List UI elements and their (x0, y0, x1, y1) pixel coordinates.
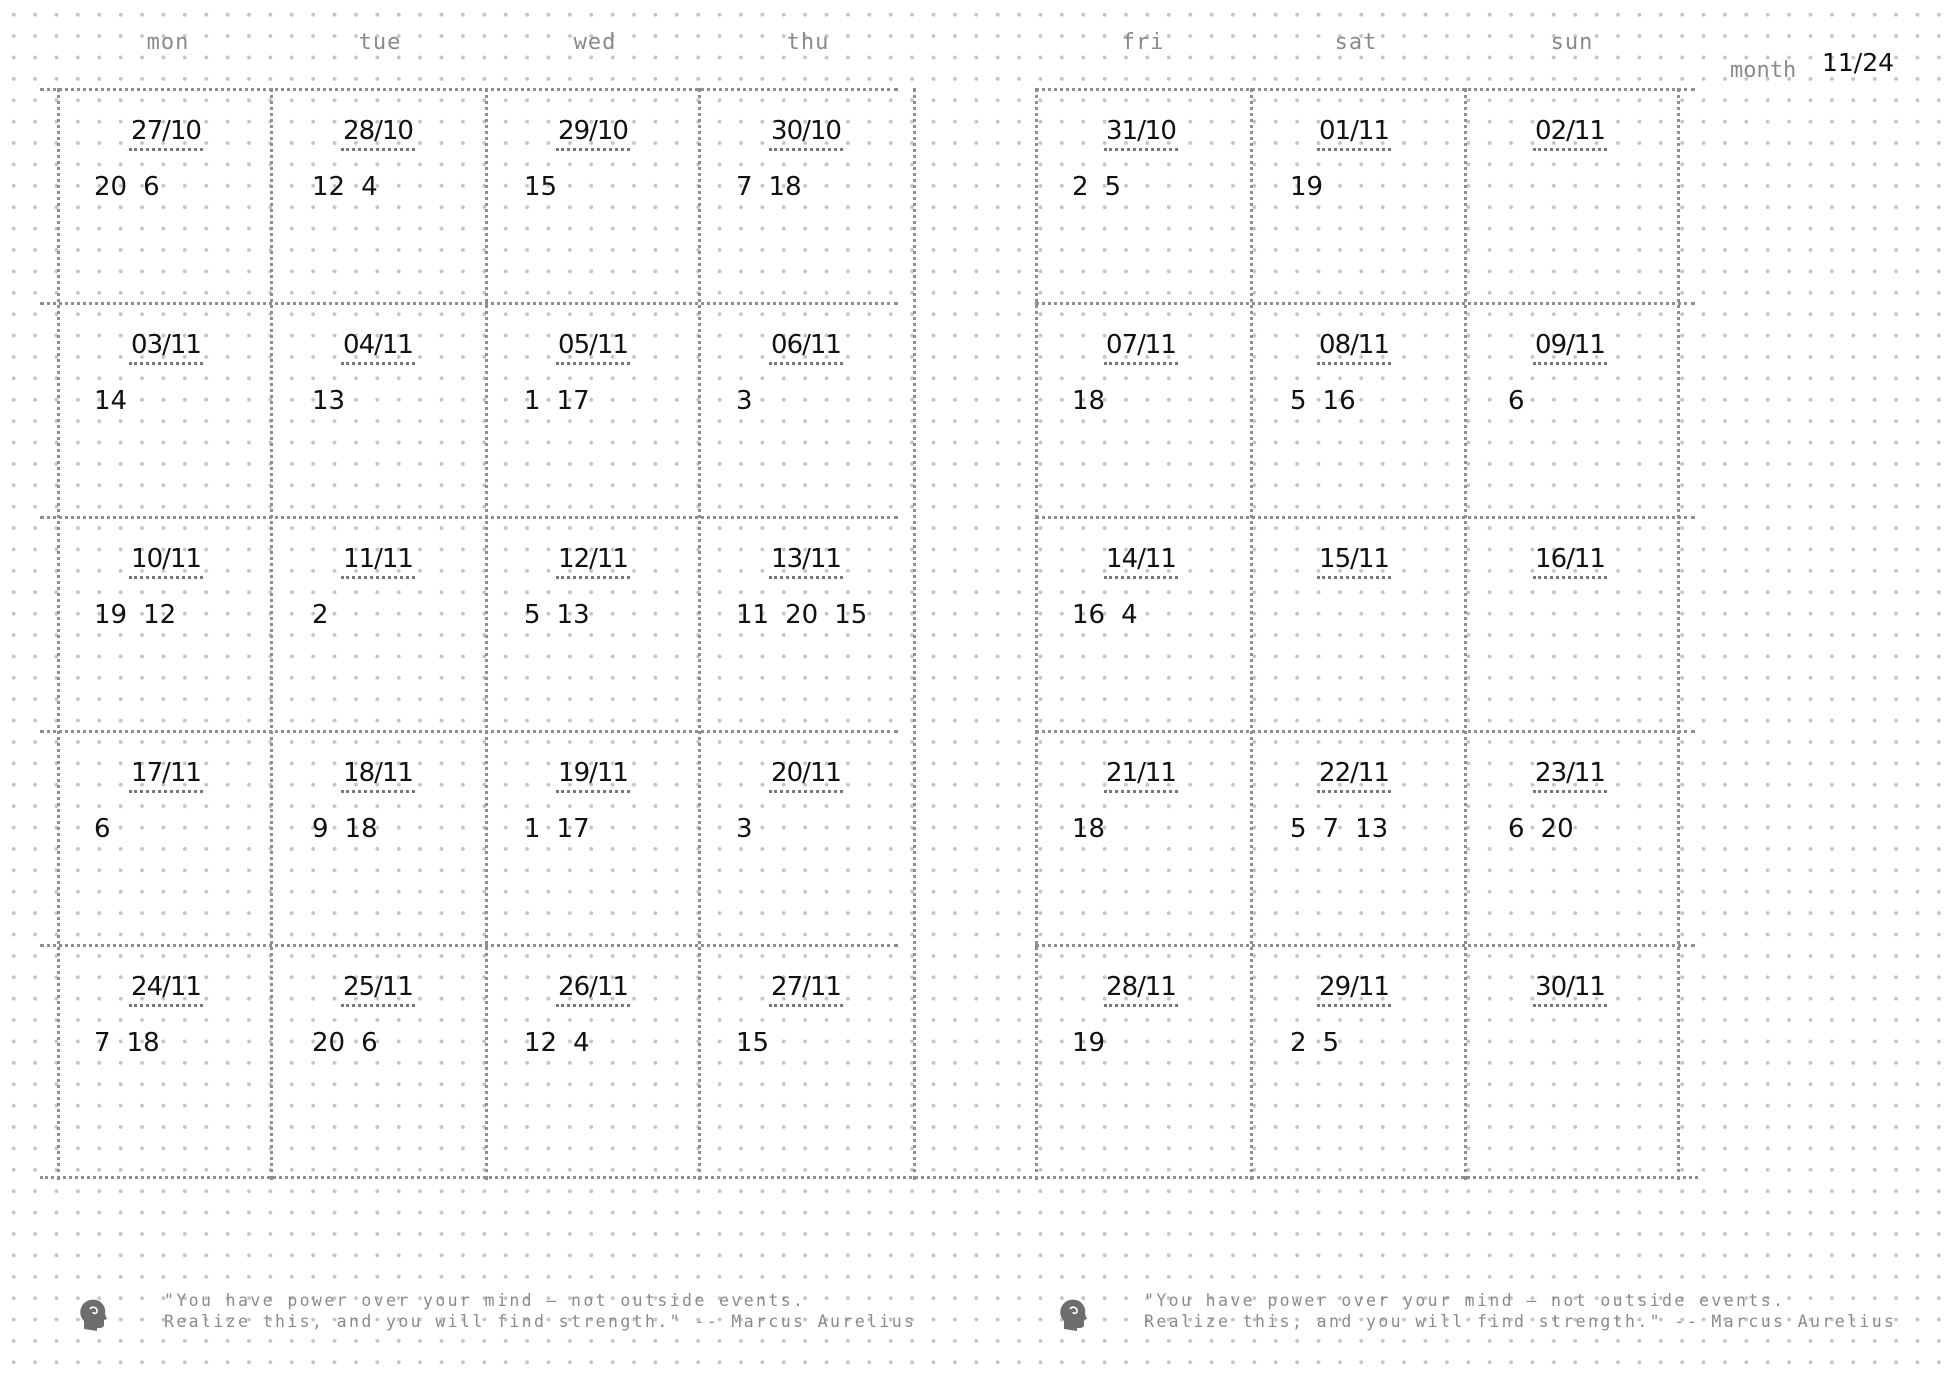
day-entries (1072, 600, 1154, 630)
day-cell[interactable] (487, 518, 699, 732)
day-cell[interactable] (1035, 90, 1247, 304)
day-date: 30/10 (769, 116, 843, 151)
head-profile-icon (1058, 1297, 1088, 1331)
day-date: 02/11 (1533, 116, 1607, 151)
day-date: 21/11 (1104, 758, 1178, 793)
day-cell[interactable] (272, 946, 484, 1160)
day-date: 16/11 (1533, 544, 1607, 579)
day-cell[interactable] (700, 732, 912, 946)
day-date: 05/11 (556, 330, 630, 365)
day-date: 04/11 (341, 330, 415, 365)
day-cell[interactable] (700, 304, 912, 518)
day-date: 26/11 (556, 972, 630, 1007)
day-cell[interactable] (1464, 304, 1676, 518)
entry-number: 6 (361, 1028, 378, 1058)
day-entries (312, 814, 394, 844)
day-entries (312, 172, 394, 202)
day-entries (94, 600, 192, 630)
day-cell[interactable] (1464, 90, 1676, 304)
day-name-tue: tue (358, 30, 402, 55)
entry-number: 20 (312, 1028, 346, 1058)
day-cell[interactable] (700, 946, 912, 1160)
day-cell[interactable] (1248, 518, 1460, 732)
day-cell[interactable] (1035, 518, 1247, 732)
entry-number: 15 (524, 172, 558, 202)
day-entries (736, 386, 769, 416)
day-name-mon: mon (146, 30, 190, 55)
day-cell[interactable] (272, 90, 484, 304)
day-cell[interactable] (487, 90, 699, 304)
entry-number: 5 (1104, 172, 1122, 202)
day-cell[interactable] (1035, 946, 1247, 1160)
day-entries (312, 600, 345, 630)
day-cell[interactable] (272, 732, 484, 946)
day-cell[interactable] (1464, 946, 1676, 1160)
day-date: 25/11 (341, 972, 415, 1007)
day-entries (1072, 814, 1121, 844)
month-label: month (1730, 58, 1797, 83)
day-cell[interactable] (1464, 518, 1676, 732)
entry-number: 18 (1072, 386, 1106, 416)
day-cell[interactable] (487, 304, 699, 518)
day-entries (94, 172, 176, 202)
entry-number: 5 (1290, 386, 1307, 416)
entry-number: 12 (143, 600, 177, 630)
day-date: 11/11 (341, 544, 415, 579)
head-profile-icon (78, 1297, 108, 1331)
day-date: 28/10 (341, 116, 415, 151)
entry-number: 2 (1072, 172, 1089, 202)
day-cell[interactable] (272, 304, 484, 518)
day-entries (736, 1028, 785, 1058)
day-cell[interactable] (1248, 946, 1460, 1160)
entry-number: 4 (361, 172, 378, 202)
day-date: 12/11 (556, 544, 630, 579)
entry-number: 6 (143, 172, 160, 202)
entry-number: 4 (573, 1028, 590, 1058)
day-date: 28/11 (1104, 972, 1178, 1007)
day-name-fri: fri (1121, 30, 1165, 55)
day-cell[interactable] (60, 304, 272, 518)
entry-number: 19 (94, 600, 128, 630)
day-date: 08/11 (1317, 330, 1391, 365)
day-entries (736, 172, 818, 202)
day-entries (524, 386, 606, 416)
entry-number: 14 (94, 386, 128, 416)
day-date: 18/11 (341, 758, 415, 793)
day-entries (94, 1028, 176, 1058)
day-date: 29/11 (1317, 972, 1391, 1007)
day-entries (1290, 172, 1339, 202)
entry-number: 13 (1355, 814, 1389, 844)
day-entries (1072, 1028, 1121, 1058)
entry-number: 15 (834, 600, 868, 630)
day-entries (524, 600, 606, 630)
entry-number: 3 (736, 814, 753, 844)
day-entries (736, 600, 883, 630)
day-entries (94, 814, 127, 844)
day-entries (312, 386, 361, 416)
day-entries (1072, 172, 1137, 202)
entry-number: 19 (1072, 1028, 1106, 1058)
entry-number: 7 (1322, 814, 1340, 844)
entry-number: 13 (556, 600, 590, 630)
day-name-sun: sun (1550, 30, 1594, 55)
day-date: 03/11 (129, 330, 203, 365)
day-cell[interactable] (1035, 732, 1247, 946)
day-date: 14/11 (1104, 544, 1178, 579)
entry-number: 18 (1072, 814, 1106, 844)
grid-line-vertical (913, 88, 916, 1180)
day-date: 29/10 (556, 116, 630, 151)
entry-number: 18 (768, 172, 802, 202)
entry-number: 15 (736, 1028, 770, 1058)
day-cell[interactable] (487, 732, 699, 946)
day-entries (1508, 814, 1590, 844)
day-cell[interactable] (60, 732, 272, 946)
day-date: 22/11 (1317, 758, 1391, 793)
entry-number: 4 (1121, 600, 1138, 630)
day-entries (524, 1028, 606, 1058)
entry-number: 6 (94, 814, 111, 844)
entry-number: 18 (344, 814, 378, 844)
day-cell[interactable] (272, 518, 484, 732)
day-date: 01/11 (1317, 116, 1391, 151)
day-cell[interactable] (60, 90, 272, 304)
day-date: 15/11 (1317, 544, 1391, 579)
day-date: 27/10 (129, 116, 203, 151)
day-entries (312, 1028, 394, 1058)
footer-quote: "You have power over your mind — not outside events. Realize this, and you will find strength." -- Marcus Aurelius (164, 1291, 917, 1331)
entry-number: 16 (1072, 600, 1106, 630)
entry-number: 2 (1290, 1028, 1307, 1058)
day-date: 06/11 (769, 330, 843, 365)
day-date: 23/11 (1533, 758, 1607, 793)
day-entries (1072, 386, 1121, 416)
entry-number: 17 (556, 814, 590, 844)
entry-number: 1 (524, 386, 541, 416)
day-cell[interactable] (1464, 732, 1676, 946)
day-date: 07/11 (1104, 330, 1178, 365)
day-cell[interactable] (700, 518, 912, 732)
entry-number: 16 (1322, 386, 1356, 416)
day-date: 20/11 (769, 758, 843, 793)
day-cell[interactable] (1248, 90, 1460, 304)
day-entries (1290, 386, 1372, 416)
day-date: 27/11 (769, 972, 843, 1007)
day-date: 17/11 (129, 758, 203, 793)
entry-number: 13 (312, 386, 346, 416)
day-name-sat: sat (1334, 30, 1378, 55)
day-date: 09/11 (1533, 330, 1607, 365)
entry-number: 5 (1290, 814, 1307, 844)
month-value: 11/24 (1822, 48, 1895, 77)
entry-number: 5 (524, 600, 541, 630)
entry-number: 9 (312, 814, 329, 844)
entry-number: 3 (736, 386, 753, 416)
day-entries (1290, 1028, 1355, 1058)
day-date: 13/11 (769, 544, 843, 579)
day-cell[interactable] (1248, 304, 1460, 518)
footer-quote: "You have power over your mind — not outside events. Realize this, and you will find strength." -- Marcus Aurelius (1144, 1291, 1897, 1331)
grid-line-vertical (1677, 88, 1680, 1180)
day-cell[interactable] (700, 90, 912, 304)
day-cell[interactable] (60, 518, 272, 732)
entry-number: 1 (524, 814, 541, 844)
day-cell[interactable] (487, 946, 699, 1160)
day-date: 31/10 (1104, 116, 1178, 151)
entry-number: 20 (94, 172, 128, 202)
entry-number: 5 (1322, 1028, 1340, 1058)
entry-number: 17 (556, 386, 590, 416)
day-cell[interactable] (1035, 304, 1247, 518)
grid-line-horizontal (40, 1176, 1698, 1179)
entry-number: 7 (736, 172, 753, 202)
day-entries (94, 386, 143, 416)
entry-number: 19 (1290, 172, 1324, 202)
day-name-thu: thu (786, 30, 830, 55)
entry-number: 12 (312, 172, 346, 202)
entry-number: 7 (94, 1028, 111, 1058)
day-date: 19/11 (556, 758, 630, 793)
day-entries (1290, 814, 1404, 844)
entry-number: 11 (736, 600, 770, 630)
day-date: 24/11 (129, 972, 203, 1007)
entry-number: 6 (1508, 814, 1525, 844)
entry-number: 2 (312, 600, 329, 630)
day-date: 30/11 (1533, 972, 1607, 1007)
entry-number: 18 (126, 1028, 160, 1058)
day-name-wed: wed (573, 30, 617, 55)
entry-number: 12 (524, 1028, 558, 1058)
day-entries (1508, 386, 1541, 416)
day-date: 10/11 (129, 544, 203, 579)
entry-number: 20 (785, 600, 819, 630)
entry-number: 6 (1508, 386, 1525, 416)
day-cell[interactable] (60, 946, 272, 1160)
day-cell[interactable] (1248, 732, 1460, 946)
day-entries (736, 814, 769, 844)
day-entries (524, 814, 606, 844)
entry-number: 20 (1540, 814, 1574, 844)
day-entries (524, 172, 573, 202)
